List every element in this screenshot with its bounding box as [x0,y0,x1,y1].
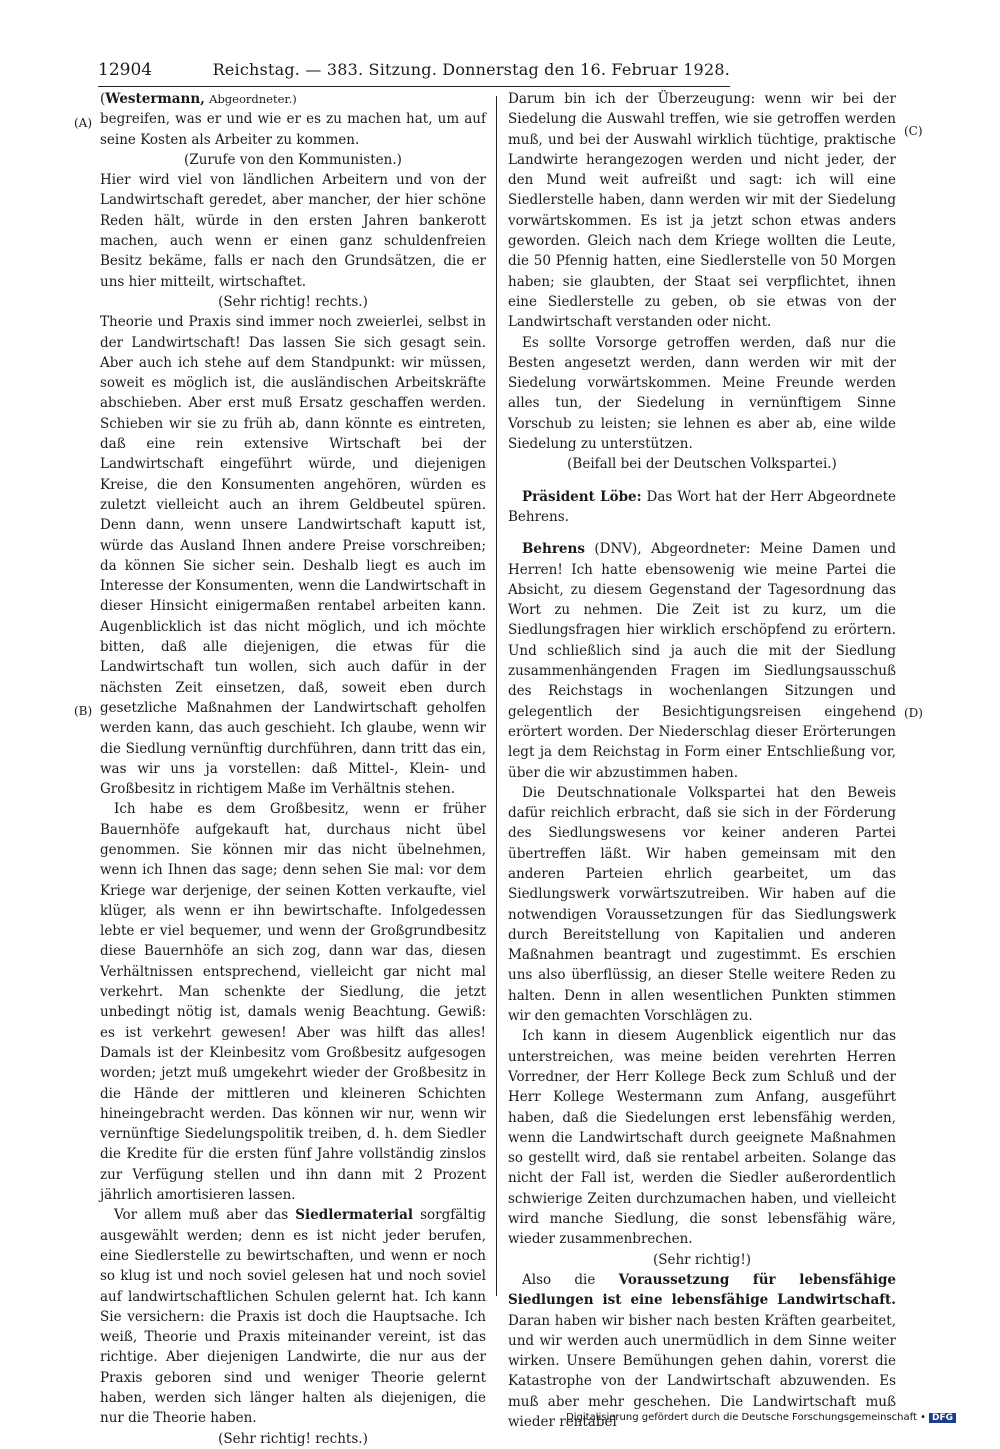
interjection: (Zurufe von den Kommunisten.) [184,151,402,168]
interjection: (Sehr richtig! rechts.) [218,293,368,310]
paragraph: Es sollte Vorsorge getroffen werden, daß nur die Besten angesetzt werden, dann werden wir mit der Siedelung vorwärtskommen. Meine Freunde werden alles tun, der Siedelung in vernünftigem Sinne Vorschub zu leisten; sie lehnen es aber ab, eine wilde Siedelung zu unterstützen. [508,334,896,453]
president-remark [508,487,896,528]
text-run: sorgfältig ausgewählt werden; denn es ist nicht jeder berufen, eine Siedlerstelle zu bewirtschaften, und wenn er noch so klug ist und noch soviel gelesen hat und noch soviel auf landwirtschaftlichen Schulen gelernt hat. Ich kann Sie versichern: die Praxis ist doch die Hauptsache. Ich weiß, Theorie und Praxis miteinander vereint, ist das richtige. Aber diejenigen Landwirte, die nur aus der Praxis geboren sind und weniger Theorie gelernt haben, werden sich länger halten als diejenigen, die nur die Theorie haben. [100,1207,486,1427]
margin-mark-a: (A) [74,116,93,130]
column-divider [496,96,497,1296]
left-column [100,89,486,1449]
emphasis-term: Voraussetzung für lebensfähige Siedlungen ist eine lebensfähige Landwirtschaft. [508,1271,896,1309]
paragraph: Theorie und Praxis sind immer noch zweierlei, selbst in der Landwirtschaft! Das lassen Sie sich gesagt sein. Aber auch ich stehe auf dem Standpunkt: wir müssen, soweit es möglich ist, die ausländischen Arbeitskräfte abschieben. Aber erst muß Ersatz geschaffen werden. Schieben wir sie zu früh ab, dann könnte es eintreten, daß eine rein extensive Wirtschaft bei der Landwirtschaft eingeführt würde, und diejenigen Kreise, die den Konsumenten angehören, würden es zuletzt vielleicht auch an ihrem Geldbeutel spüren. Denn dann, wenn unsere Landwirtschaft kaputt ist, würde das Ausland Ihnen andere Preise vorschreiben; da können Sie sicher sein. Deshalb liegt es auch im Interesse der Konsumenten, wenn die Landwirtschaft in dieser Hinsicht einigermaßen rentabel arbeiten kann. Augenblicklich ist das nicht möglich, und ich möchte bitten, daß alle diejenigen, die etwas für die Landwirtschaft tun wollen, sich auch dafür in der nächsten Zeit einsetzen, daß, soweit eben durch gesetzliche Maßnahmen der Landwirtschaft geholfen werden kann, das auch geschieht. Ich glaube, wenn wir die Siedlung vernünftig durchführen, dann tritt das ein, was wir uns ja vorstellen: daß Mittel-, Klein- und Großbesitz in richtigem Maße im Verhältnis stehen. [100,314,486,798]
right-column [508,89,896,1432]
header-rule [98,86,730,87]
digitization-footer [566,1412,956,1423]
speaker-paragraph [508,539,896,783]
text-run: Daran haben wir bisher nach besten Kräften gearbeitet, und wir werden auch unermüdlich in dem Sinne weiter wirken. Unsere Bemühungen gehen dahin, vorerst die Katastrophe von der Landwirtschaft abzuwenden. Es muß aber mehr geschehen. Die Landwirtschaft muß wieder rentabel [508,1312,896,1430]
interjection: (Beifall bei der Deutschen Volkspartei.) [567,456,837,473]
paragraph: Die Deutschnationale Volkspartei hat den Beweis dafür reichlich erbracht, daß sie sich in der Förderung des Siedlungswesens vor keiner anderen Partei übertreffen läßt. Wir haben gemeinsam mit den anderen Parteien ehrlich gearbeitet, um das Siedlungswerk vorwärtszutreiben. Wir haben auf die notwendigen Voraussetzungen für das Siedlungswerk durch Bereitstellung von Kapitalien und anderen Maßnahmen beantragt und zugestimmt. Es erschien uns also überflüssig, an dieser Stelle weitere Reden zu halten. Denn in allen wesentlichen Punkten stimmen wir den gemachten Vorschlägen zu. [508,784,896,1025]
paragraph [508,1270,896,1432]
text-run: Das Wort hat der Herr Abgeordnete Behrens. [508,488,897,525]
speaker-role: Abgeordneter.) [209,92,297,106]
margin-mark-c: (C) [904,124,923,138]
paragraph [100,1205,486,1428]
president-name: Präsident Löbe: [522,488,642,505]
paragraph: begreifen, was er und wie er es zu machen hat, um auf seine Kosten als Arbeiter zu kommen. [100,111,486,148]
margin-mark-d: (D) [904,706,923,720]
interjection: (Sehr richtig!) [652,1251,752,1268]
running-head: Reichstag. — 383. Sitzung. Donnerstag den 16. Februar 1928. [212,60,730,79]
page-number: 12904 [98,60,153,80]
emphasis-term: Siedlermaterial [295,1207,413,1224]
speaker-line: (Westermann, Abgeordneter.) [100,91,297,107]
speaker-name: Westermann, [105,91,205,107]
speaker-name: Behrens [522,541,585,558]
page-header [98,60,730,86]
dfg-logo: DFG [929,1413,956,1423]
paragraph: Hier wird viel von ländlichen Arbeitern und von der Landwirtschaft geredet, aber mancher, der hier schöne Reden hält, würde in den ersten Jahren bankerott machen, auch wenn er einen ganz schuldenfreien Besitz bekäme, falls er nach den Grundsätzen, die er uns hier mitteilt, wirtschaftet. [100,172,486,290]
footer-text: Digitalisierung gefördert durch die Deutsche Forschungsgemeinschaft • [566,1412,926,1423]
margin-mark-b: (B) [74,704,93,718]
text-run: Vor allem muß aber das [114,1207,296,1224]
text-run: Also die [522,1271,619,1288]
interjection: (Sehr richtig! rechts.) [218,1430,368,1447]
paragraph: Darum bin ich der Überzeugung: wenn wir bei der Siedelung die Auswahl treffen, wie sie getroffen werden muß, und bei der Auswahl wirklich tüchtige, praktische Landwirte herangezogen werden und nicht jeder, der den Mund weit aufreißt und sagt: ich will eine Siedlerstelle haben, dann werden wir mit der Siedelung vorwärtskommen. Es ist ja jetzt schon etwas anders geworden. Gleich nach dem Kriege wollten die Leute, die 50 Pfennig hatten, eine Siedlerstelle von 50 Morgen haben; sie glaubten, der Staat sei verpflichtet, ihnen eine Siedlerstelle zu geben, ob sie etwas von der Landwirtschaft verstanden oder nicht. [508,91,896,331]
paragraph: Ich habe es dem Großbesitz, wenn er früher Bauernhöfe aufgekauft hat, durchaus nicht übel genommen. Sie können mir das nicht übelnehmen, wenn ich Ihnen das sage; denn sehen Sie mal: vor dem Kriege war derjenige, der seinen Kotten verkaufte, viel klüger, als wenn er ihn bewirtschafte. Infolgedessen lebte er viel bequemer, und wenn der Großgrundbesitz diese Bauernhöfe an sich zog, dann war das, diesen Verhältnissen entsprechend, vielleicht gar nicht mal verkehrt. Man schenkte der Siedlung, die jetzt unbedingt nötig ist, damals wenig Beachtung. Gewiß: es ist verkehrt gewesen! Aber was hilft das alles! Damals ist der Kleinbesitz vom Großbesitz aufgesogen worden; jetzt muß umgekehrt wieder der Großbesitz in die Hände der mittleren und kleineren Schichten hineingebracht werden. Das können wir nur, wenn wir vernünftige Siedelungspolitik treiben, d. h. dem Siedler die Kredite für die ersten fünf Jahre vollständig zinslos zur Verfügung stellen und ihn dann mit 2 Prozent jährlich amortisieren lassen. [100,801,486,1204]
text-run: (DNV), Abgeordneter: Meine Damen und Herren! Ich hatte ebensowenig wie meine Partei die Absicht, zu diesem Gegenstand der Tagesordnung das Wort zu nehmen. Die Zeit ist zu kurz, um die Siedlungsfragen hier wirklich erschöpfend zu erörtern. Und schließlich sind ja auch die mit der Siedlung zusammenhängenden Fragen im Siedlungsausschuß des Reichstags in wochenlangen Sitzungen und gelegentlich der Besichtigungsreisen eingehend erörtert worden. Der Niederschlag dieser Erörterungen legt ja dem Reichstag in Form einer Entschließung vor, über die wir abzustimmen haben. [508,541,896,781]
paragraph: Ich kann in diesem Augenblick eigentlich nur das unterstreichen, was meine beiden verehrten Herren Vorredner, der Herr Kollege Beck zum Schluß und der Herr Kollege Westermann zum Anfang, ausgeführt haben, daß die Siedelungen erst lebensfähig werden, wenn die Landwirtschaft durch geeignete Maßnahmen so gestellt wird, daß sie rentabel arbeiten. Solange das nicht der Fall ist, werden die Siedler außerordentlich schwierige Zeiten durchzumachen haben, und vielleicht wird manche Siedlung, die sonst lebensfähig wäre, wieder zusammenbrechen. [508,1028,896,1248]
